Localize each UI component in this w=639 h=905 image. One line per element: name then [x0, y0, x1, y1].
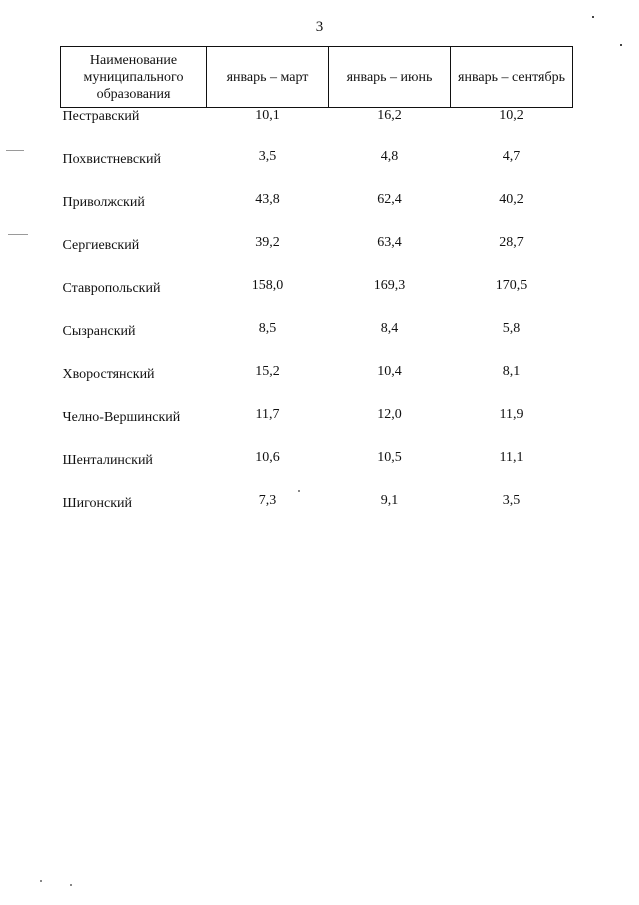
- row-name: Приволжский: [62, 195, 145, 210]
- row-name: Хворостянский: [62, 367, 155, 382]
- data-table: [60, 46, 573, 535]
- row-jan-sep: 5,8: [502, 321, 521, 336]
- row-jan-sep: 40,2: [499, 192, 524, 207]
- header-row: [61, 47, 573, 108]
- row-jan-jun: 10,5: [377, 450, 402, 465]
- header-jan-mar: январь – март: [207, 47, 329, 108]
- scan-speck: [70, 884, 72, 886]
- row-name: Челно-Вершинский: [62, 410, 181, 425]
- scan-speck: [8, 234, 28, 235]
- table-row: [61, 406, 573, 449]
- scan-speck: [6, 150, 24, 151]
- table-row: [61, 148, 573, 191]
- header-jan-jun: январь – июнь: [329, 47, 451, 108]
- scan-speck: [40, 880, 42, 882]
- row-name: Шенталинский: [62, 453, 153, 468]
- row-jan-jun: 9,1: [380, 493, 399, 508]
- table-row: [61, 449, 573, 492]
- row-jan-mar: 15,2: [255, 364, 280, 379]
- page-number: 3: [315, 19, 324, 35]
- row-jan-sep: 11,9: [499, 407, 524, 422]
- row-jan-sep: 10,2: [499, 108, 524, 123]
- row-name: Сергиевский: [62, 238, 140, 253]
- row-jan-sep: 28,7: [499, 235, 524, 250]
- row-jan-mar: 39,2: [255, 235, 280, 250]
- row-jan-mar: 3,5: [258, 149, 277, 164]
- row-jan-mar: 11,7: [255, 407, 280, 422]
- row-jan-sep: 4,7: [502, 149, 521, 164]
- header-municipality: Наименование муниципального образования: [61, 47, 207, 108]
- row-jan-sep: 8,1: [502, 364, 521, 379]
- row-name: Шигонский: [62, 496, 133, 511]
- row-jan-jun: 63,4: [377, 235, 402, 250]
- row-jan-jun: 4,8: [380, 149, 399, 164]
- scan-speck: [298, 490, 300, 492]
- row-name: Сызранский: [62, 324, 136, 339]
- row-jan-mar: 158,0: [251, 278, 284, 293]
- row-jan-sep: 3,5: [502, 493, 521, 508]
- table-row: [61, 108, 573, 149]
- row-jan-jun: 169,3: [373, 278, 406, 293]
- row-jan-jun: 8,4: [380, 321, 399, 336]
- row-jan-mar: 10,1: [255, 108, 280, 123]
- row-jan-mar: 8,5: [258, 321, 277, 336]
- scan-speck: [592, 16, 594, 18]
- row-name: Пестравский: [62, 109, 140, 124]
- row-jan-sep: 170,5: [495, 278, 528, 293]
- table-row: [61, 191, 573, 234]
- table-row: [61, 320, 573, 363]
- row-jan-mar: 7,3: [258, 493, 277, 508]
- row-jan-mar: 43,8: [255, 192, 280, 207]
- header-jan-sep: январь – сентябрь: [451, 47, 573, 108]
- row-jan-mar: 10,6: [255, 450, 280, 465]
- table-row: [61, 363, 573, 406]
- scan-speck: [620, 44, 622, 46]
- table-row: [61, 277, 573, 320]
- row-jan-jun: 12,0: [377, 407, 402, 422]
- table-body: [61, 108, 573, 536]
- row-name: Ставропольский: [62, 281, 161, 296]
- row-jan-jun: 16,2: [377, 108, 402, 123]
- table-header: [61, 47, 573, 108]
- row-jan-jun: 10,4: [377, 364, 402, 379]
- table-row: [61, 234, 573, 277]
- row-jan-jun: 62,4: [377, 192, 402, 207]
- row-name: Похвистневский: [62, 152, 161, 167]
- row-jan-sep: 11,1: [499, 450, 524, 465]
- table-row: [61, 492, 573, 535]
